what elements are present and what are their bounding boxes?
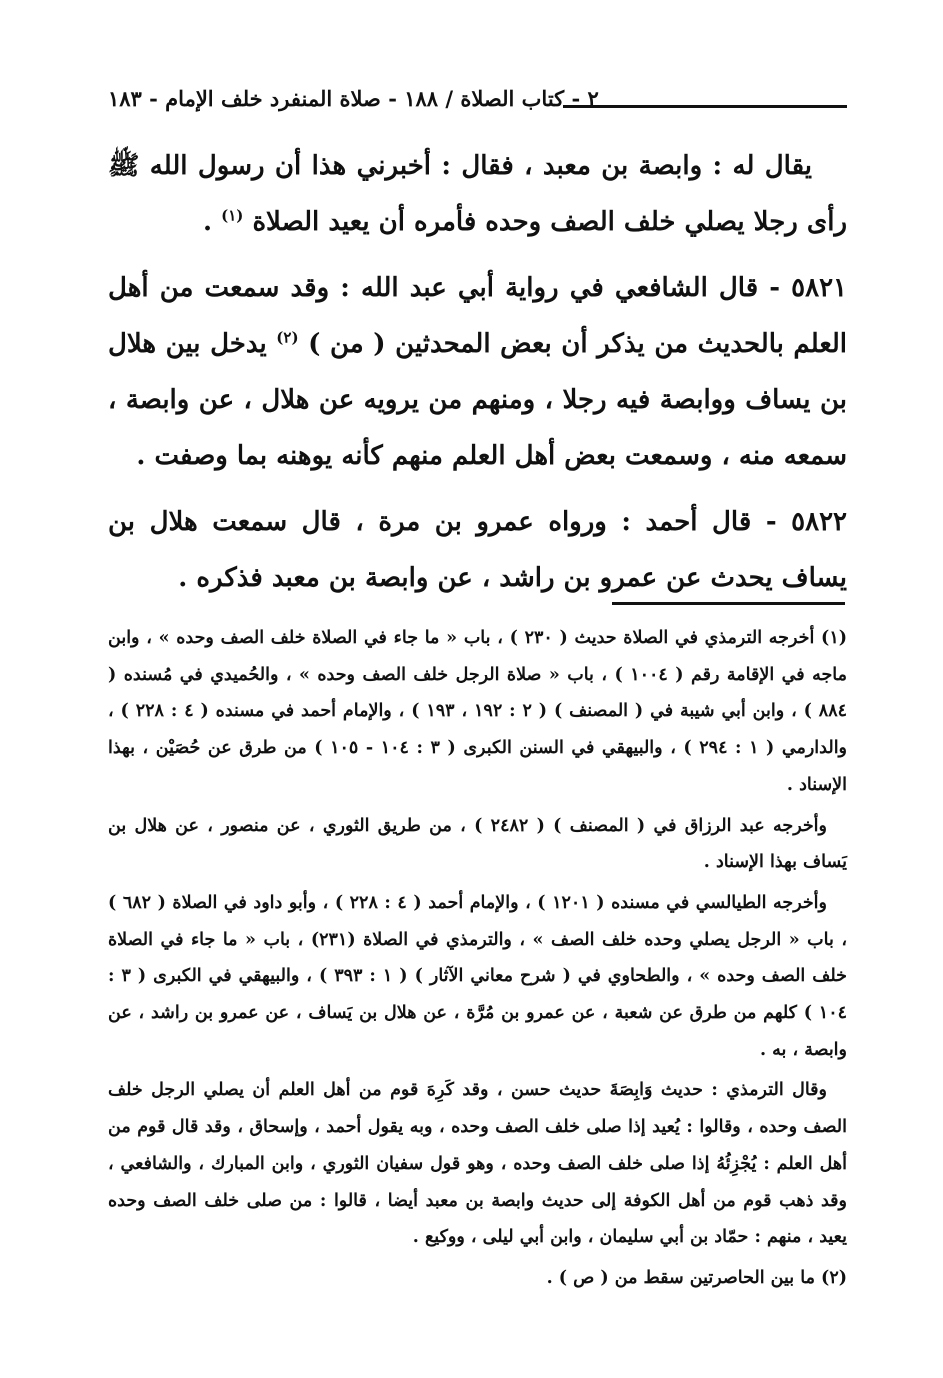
paragraph-number-5822: ٥٨٢٢ - <box>765 507 848 537</box>
paragraph-5821-text-b: يدخل بين هلال بن يساف ووابصة فيه رجلا ، ومنهم من يرويه عن هلال ، عن وابصة ، سمعه منه ، وسمعت بعض أهل العلم منهم كأنه يوهنه بما وصفت . <box>108 329 847 471</box>
continuation-paragraph <box>108 138 847 250</box>
paragraph-5822-text: قال أحمد : ورواه عمرو بن مرة ، قال سمعت هلال بن يساف يحدث عن عمرو بن راشد ، عن وابصة بن معبد فذكره . <box>108 507 847 593</box>
paragraph-5821-text-a: قال الشافعي في رواية أبي عبد الله : وقد سمعت من أهل العلم بالحديث من يذكر أن بعض المحدثين ( من ) <box>108 273 848 359</box>
continuation-text: يقال له : وابصة بن معبد ، فقال : أخبرني هذا أن رسول الله ﷺ رأى رجلا يصلي خلف الصف وحده فأمره أن يعيد الصلاة <box>108 151 847 237</box>
paragraph-number-5821: ٥٨٢١ - <box>769 273 848 303</box>
footnotes <box>108 620 847 1301</box>
footnote-ref-1: (١) <box>221 206 244 225</box>
footnote-1-tayalisi: وأخرجه الطيالسي في مسنده ( ١٢٠١ ) ، والإمام أحمد ( ٤ : ٢٢٨ ) ، وأبو داود في الصلاة ( ٦٨٢ ) ، باب « الرجل يصلي وحده خلف الصف » ، والترمذي في الصلاة (٢٣١) ، باب « ما جاء في الصلاة خلف الصف وحده » ، والطحاوي في ( شرح معاني الآثار ) ( ١ : ٣٩٣ ) ، والبيهقي في الكبرى ( ٣ : ١٠٤ ) كلهم من طرق عن شعبة ، عن عمرو بن مُرَّة ، عن هلال بن يَساف ، عن عمرو بن راشد ، عن وابصة ، به . <box>108 892 847 1060</box>
running-title: ٢ - كتاب الصلاة / ١٨٨ - صلاة المنفرد خلف الإمام - ١٨٣ <box>108 86 599 111</box>
main-text <box>108 138 847 616</box>
header-rule <box>563 105 847 108</box>
continuation-end: . <box>202 207 222 237</box>
footnote-1-abdurrazzaq: وأخرجه عبد الرزاق في ( المصنف ) ( ٢٤٨٢ ) ، من طريق الثوري ، عن منصور ، عن هلال بن يَساف بهذا الإسناد . <box>108 815 847 873</box>
footnote-2: (٢) ما بين الحاصرتين سقط من ( ص ) . <box>546 1267 847 1288</box>
page-header <box>108 86 847 116</box>
paragraph-5822 <box>108 494 847 606</box>
footnote-rule <box>612 602 845 605</box>
paragraph-5821 <box>108 260 847 484</box>
footnote-ref-2: (٢) <box>276 328 299 347</box>
footnote-1-takhrij: (١) أخرجه الترمذي في الصلاة حديث ( ٢٣٠ ) ، باب « ما جاء في الصلاة خلف الصف وحده » ، وابن ماجه في الإقامة رقم ( ١٠٠٤ ) ، باب « صلاة الرجل خلف الصف وحده » ، والحُميدي في مُسنده ( ٨٨٤ ) ، وابن أبي شيبة في ( المصنف ) ( ٢ : ١٩٢ ، ١٩٣ ) ، والإمام أحمد في مسنده ( ٤ : ٢٢٨ ) ، والدارمي ( ١ : ٢٩٤ ) ، والبيهقي في السنن الكبرى ( ٣ : ١٠٤ - ١٠٥ ) من طرق عن حُصَيْن ، بهذا الإسناد . <box>108 628 848 795</box>
footnote-1-tirmidhi-comment: وقال الترمذي : حديث وَابِصَةَ حديث حسن ، وقد كَرِهَ قوم من أهل العلم أن يصلي الرجل خلف الصف وحده ، وقالوا : يُعيد إذا صلى خلف الصف وحده ، وبه يقول أحمد ، وإسحاق ، وقد قال قوم من أهل العلم : يُجْزِئُهُ إذا صلى خلف الصف وحده ، وهو قول سفيان الثوري ، وابن المبارك ، والشافعي ، وقد ذهب قوم من أهل الكوفة إلى حديث وابصة بن معبد أيضا ، قالوا : من صلى خلف الصف وحده يعيد ، منهم : حمّاد بن أبي سليمان ، وابن أبي ليلى ، ووكيع . <box>108 1080 847 1248</box>
